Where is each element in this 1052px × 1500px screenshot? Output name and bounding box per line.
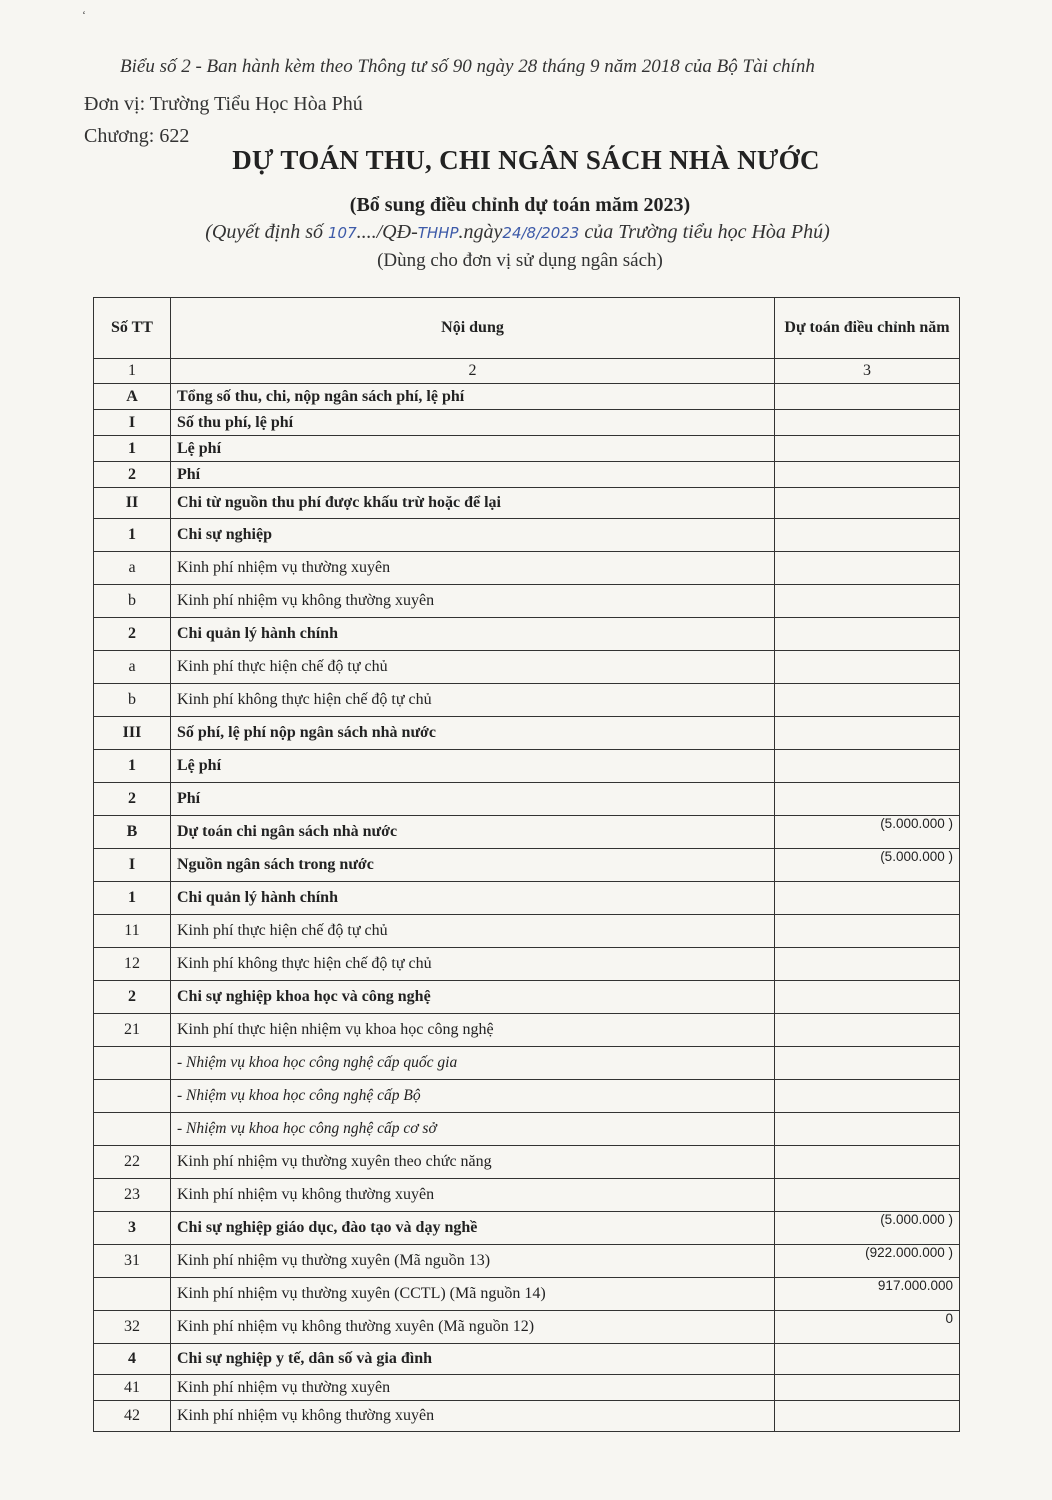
row-content: Kinh phí nhiệm vụ không thường xuyên <box>171 1401 775 1432</box>
budget-table <box>93 297 960 1432</box>
index-col-3: 3 <box>775 359 960 384</box>
index-col-1: 1 <box>94 359 171 384</box>
row-number: I <box>94 410 171 436</box>
table-row <box>94 1212 960 1245</box>
row-amount <box>775 552 960 585</box>
row-content: Kinh phí không thực hiện chế độ tự chủ <box>171 948 775 981</box>
row-amount <box>775 384 960 410</box>
table-row <box>94 618 960 651</box>
table-row <box>94 1080 960 1113</box>
row-amount <box>775 981 960 1014</box>
row-number: III <box>94 717 171 750</box>
header-amount: Dự toán điều chỉnh năm <box>775 298 960 359</box>
decision-number: 107 <box>327 224 357 242</box>
row-amount <box>775 1179 960 1212</box>
table-row <box>94 1375 960 1401</box>
decision-mid1: ..../QĐ- <box>356 221 418 243</box>
row-content: - Nhiệm vụ khoa học công nghệ cấp cơ sở <box>171 1113 775 1146</box>
row-amount <box>775 462 960 488</box>
row-number: 1 <box>94 882 171 915</box>
row-amount <box>775 410 960 436</box>
decision-prefix: (Quyết định số <box>205 221 328 243</box>
row-number: II <box>94 488 171 519</box>
table-row <box>94 651 960 684</box>
row-amount: (922.000.000 ) <box>775 1245 960 1278</box>
row-amount <box>775 684 960 717</box>
table-row <box>94 948 960 981</box>
row-content: Kinh phí không thực hiện chế độ tự chủ <box>171 684 775 717</box>
index-col-2: 2 <box>171 359 775 384</box>
row-content: Chi sự nghiệp khoa học và công nghệ <box>171 981 775 1014</box>
row-number: B <box>94 816 171 849</box>
row-number: 42 <box>94 1401 171 1432</box>
row-content: Số thu phí, lệ phí <box>171 410 775 436</box>
row-number: 1 <box>94 436 171 462</box>
row-amount <box>775 1047 960 1080</box>
row-number: 32 <box>94 1311 171 1344</box>
row-content: Kinh phí thực hiện chế độ tự chủ <box>171 651 775 684</box>
row-number: 2 <box>94 783 171 816</box>
row-amount <box>775 1375 960 1401</box>
row-amount <box>775 783 960 816</box>
row-amount <box>775 436 960 462</box>
row-number: 23 <box>94 1179 171 1212</box>
table-index-row <box>94 359 960 384</box>
row-content: Lệ phí <box>171 750 775 783</box>
row-content: Chi từ nguồn thu phí được khấu trừ hoặc để lại <box>171 488 775 519</box>
row-content: Chi quản lý hành chính <box>171 882 775 915</box>
row-content: Phí <box>171 462 775 488</box>
row-content: - Nhiệm vụ khoa học công nghệ cấp Bộ <box>171 1080 775 1113</box>
row-amount <box>775 618 960 651</box>
decision-suffix: của Trường tiểu học Hòa Phú) <box>579 221 830 243</box>
row-content: Kinh phí thực hiện chế độ tự chủ <box>171 915 775 948</box>
row-amount <box>775 948 960 981</box>
row-amount <box>775 882 960 915</box>
scan-marks: ‘ <box>82 8 86 22</box>
row-amount <box>775 519 960 552</box>
row-number: 12 <box>94 948 171 981</box>
row-amount <box>775 651 960 684</box>
row-number: A <box>94 384 171 410</box>
row-amount <box>775 1344 960 1375</box>
table-row <box>94 981 960 1014</box>
row-number: 2 <box>94 618 171 651</box>
row-amount <box>775 1080 960 1113</box>
row-number <box>94 1113 171 1146</box>
row-content: Chi sự nghiệp <box>171 519 775 552</box>
row-amount <box>775 915 960 948</box>
row-content: Chi sự nghiệp y tế, dân số và gia đình <box>171 1344 775 1375</box>
header-no: Số TT <box>94 298 171 359</box>
table-row <box>94 585 960 618</box>
decision-mid2: .ngày <box>458 221 503 243</box>
table-row <box>94 882 960 915</box>
row-content: Kinh phí nhiệm vụ không thường xuyên <box>171 1179 775 1212</box>
chapter-code: Chương: 622 <box>84 125 190 147</box>
table-row <box>94 717 960 750</box>
row-number: 1 <box>94 519 171 552</box>
row-content: Nguồn ngân sách trong nước <box>171 849 775 882</box>
row-content: Tổng số thu, chi, nộp ngân sách phí, lệ phí <box>171 384 775 410</box>
table-header-row <box>94 298 960 359</box>
table-row <box>94 519 960 552</box>
table-row <box>94 384 960 410</box>
table-row <box>94 1344 960 1375</box>
table-row <box>94 750 960 783</box>
row-number: I <box>94 849 171 882</box>
row-number <box>94 1278 171 1311</box>
row-content: Kinh phí nhiệm vụ thường xuyên <box>171 1375 775 1401</box>
row-amount: (5.000.000 ) <box>775 849 960 882</box>
table-row <box>94 488 960 519</box>
row-number <box>94 1080 171 1113</box>
row-content: Kinh phí nhiệm vụ không thường xuyên <box>171 585 775 618</box>
row-content: Chi sự nghiệp giáo dục, đào tạo và dạy nghề <box>171 1212 775 1245</box>
usage-note: (Dùng cho đơn vị sử dụng ngân sách) <box>377 250 663 271</box>
table-row <box>94 684 960 717</box>
row-content: Kinh phí nhiệm vụ thường xuyên <box>171 552 775 585</box>
row-amount: (5.000.000 ) <box>775 816 960 849</box>
row-content: Kinh phí thực hiện nhiệm vụ khoa học công nghệ <box>171 1014 775 1047</box>
row-number: 2 <box>94 462 171 488</box>
row-amount: (5.000.000 ) <box>775 1212 960 1245</box>
table-row <box>94 816 960 849</box>
row-number: 41 <box>94 1375 171 1401</box>
row-amount <box>775 750 960 783</box>
row-amount <box>775 1113 960 1146</box>
row-number: 21 <box>94 1014 171 1047</box>
table-row <box>94 1245 960 1278</box>
row-number: a <box>94 651 171 684</box>
row-amount <box>775 1401 960 1432</box>
table-row <box>94 1113 960 1146</box>
page-title: DỰ TOÁN THU, CHI NGÂN SÁCH NHÀ NƯỚC <box>232 145 820 175</box>
row-number: 22 <box>94 1146 171 1179</box>
row-amount <box>775 488 960 519</box>
table-row <box>94 1179 960 1212</box>
table-row <box>94 1278 960 1311</box>
row-amount: 0 <box>775 1311 960 1344</box>
row-number: b <box>94 585 171 618</box>
row-amount <box>775 717 960 750</box>
table-row <box>94 462 960 488</box>
table-row <box>94 552 960 585</box>
row-content: Chi quản lý hành chính <box>171 618 775 651</box>
row-content: - Nhiệm vụ khoa học công nghệ cấp quốc gia <box>171 1047 775 1080</box>
row-number: 11 <box>94 915 171 948</box>
table-row <box>94 783 960 816</box>
table-row <box>94 1401 960 1432</box>
decision-date: 24/8/2023 <box>502 224 580 242</box>
row-number: 1 <box>94 750 171 783</box>
row-content: Dự toán chi ngân sách nhà nước <box>171 816 775 849</box>
row-number: 4 <box>94 1344 171 1375</box>
row-content: Lệ phí <box>171 436 775 462</box>
row-content: Kinh phí nhiệm vụ thường xuyên theo chức năng <box>171 1146 775 1179</box>
decision-reference <box>0 221 1035 244</box>
row-content: Kinh phí nhiệm vụ không thường xuyên (Mã nguồn 12) <box>171 1311 775 1344</box>
row-number <box>94 1047 171 1080</box>
row-content: Kinh phí nhiệm vụ thường xuyên (Mã nguồn 13) <box>171 1245 775 1278</box>
page-subtitle: (Bổ sung điều chỉnh dự toán măm 2023) <box>349 194 691 216</box>
row-number: 3 <box>94 1212 171 1245</box>
row-amount <box>775 1146 960 1179</box>
table-row <box>94 1014 960 1047</box>
row-number: 31 <box>94 1245 171 1278</box>
table-row <box>94 915 960 948</box>
regulation-note: Biểu số 2 - Ban hành kèm theo Thông tư số 90 ngày 28 tháng 9 năm 2018 của Bộ Tài chính <box>120 56 815 77</box>
row-amount: 917.000.000 <box>775 1278 960 1311</box>
table-row <box>94 1047 960 1080</box>
row-content: Phí <box>171 783 775 816</box>
table-row <box>94 436 960 462</box>
row-content: Kinh phí nhiệm vụ thường xuyên (CCTL) (Mã nguồn 14) <box>171 1278 775 1311</box>
decision-code: THHP <box>417 224 459 242</box>
table-row <box>94 1311 960 1344</box>
row-number: 2 <box>94 981 171 1014</box>
row-number: b <box>94 684 171 717</box>
row-amount <box>775 1014 960 1047</box>
unit-name: Đơn vị: Trường Tiểu Học Hòa Phú <box>84 93 363 115</box>
row-amount <box>775 585 960 618</box>
table-row <box>94 1146 960 1179</box>
header-content: Nội dung <box>171 298 775 359</box>
row-content: Số phí, lệ phí nộp ngân sách nhà nước <box>171 717 775 750</box>
table-row <box>94 849 960 882</box>
row-number: a <box>94 552 171 585</box>
table-row <box>94 410 960 436</box>
